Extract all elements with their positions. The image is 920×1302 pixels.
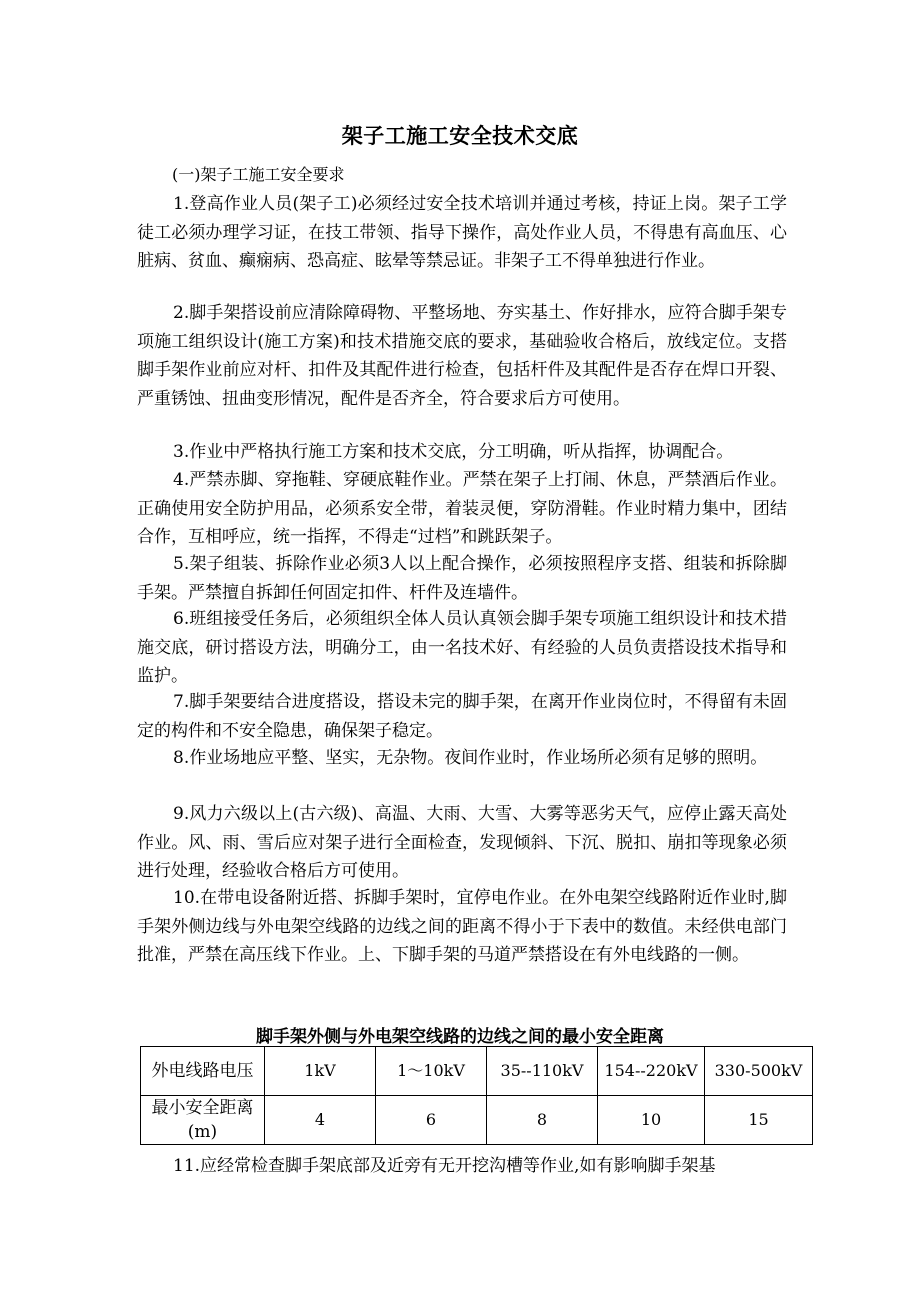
table-cell: 15 (705, 1096, 813, 1145)
table-cell: 10 (598, 1096, 705, 1145)
section-heading: (一)架子工施工安全要求 (172, 165, 345, 184)
table-cell: 154--220kV (598, 1047, 705, 1096)
table-cell: 1kV (265, 1047, 376, 1096)
paragraph-9: 9.风力六级以上(古六级)、高温、大雨、大雪、大雾等恶劣天气，应停止露天高处作业。风、雨、雪后应对架子进行全面检查，发现倾斜、下沉、脱扣、崩扣等现象必须进行处理，经验收合格后方可使用。 (137, 804, 787, 882)
table-cell: 4 (265, 1096, 376, 1145)
paragraph-4: 4.严禁赤脚、穿拖鞋、穿硬底鞋作业。严禁在架子上打闹、休息，严禁酒后作业。正确使用安全防护用品，必须系安全带，着装灵便，穿防滑鞋。作业时精力集中，团结合作，互相呼应，统一指挥，不得走“过档”和跳跃架子。 (137, 470, 787, 548)
table-cell: 330-500kV (705, 1047, 813, 1096)
table-cell: 6 (376, 1096, 487, 1145)
voltage-row-header: 外电线路电压 (141, 1047, 265, 1096)
paragraph-6: 6.班组接受任务后，必须组织全体人员认真领会脚手架专项施工组织设计和技术措施交底，研讨搭设方法，明确分工，由一名技术好、有经验的人员负责搭设技术指导和监护。 (137, 609, 787, 687)
table-row (141, 1047, 813, 1096)
paragraph-7: 7.脚手架要结合进度搭设，搭设未完的脚手架，在离开作业岗位时，不得留有未固定的构件和不安全隐患，确保架子稳定。 (137, 692, 787, 741)
safety-distance-table (140, 1046, 813, 1145)
paragraph-8: 8.作业场地应平整、坚实，无杂物。夜间作业时，作业场所必须有足够的照明。 (173, 748, 768, 768)
table-cell: 1～10kV (376, 1047, 487, 1096)
distance-row-header: 最小安全距离(m) (141, 1096, 265, 1145)
paragraph-5: 5.架子组装、拆除作业必须3人以上配合操作，必须按照程序支搭、组装和拆除脚手架。严禁擅自拆卸任何固定扣件、杆件及连墙件。 (137, 554, 787, 603)
document-title: 架子工施工安全技术交底 (341, 124, 579, 148)
table-cell: 8 (487, 1096, 598, 1145)
table-cell: 35--110kV (487, 1047, 598, 1096)
paragraph-1: 1.登高作业人员(架子工)必须经过安全技术培训并通过考核，持证上岗。架子工学徒工必须办理学习证，在技工带领、指导下操作，高处作业人员，不得患有高血压、心脏病、贫血、癫痫病、恐高症、眩晕等禁忌证。非架子工不得单独进行作业。 (137, 194, 787, 272)
paragraph-3: 3.作业中严格执行施工方案和技术交底，分工明确，听从指挥，协调配合。 (173, 442, 734, 462)
table-row (141, 1096, 813, 1145)
table-title: 脚手架外侧与外电架空线路的边线之间的最小安全距离 (256, 1027, 664, 1047)
paragraph-11: 11.应经常检查脚手架底部及近旁有无开挖沟槽等作业,如有影响脚手架基 (173, 1156, 716, 1176)
paragraph-10: 10.在带电设备附近搭、拆脚手架时，宜停电作业。在外电架空线路附近作业时,脚手架外侧边线与外电架空线路的边线之间的距离不得小于下表中的数值。未经供电部门批准，严禁在高压线下作业。上、下脚手架的马道严禁搭设在有外电线路的一侧。 (137, 888, 787, 966)
paragraph-2: 2.脚手架搭设前应清除障碍物、平整场地、夯实基土、作好排水，应符合脚手架专项施工组织设计(施工方案)和技术措施交底的要求，基础验收合格后，放线定位。支搭脚手架作业前应对杆、扣件及其配件进行检查，包括杆件及其配件是否存在焊口开裂、严重锈蚀、扭曲变形情况，配件是否齐全，符合要求后方可使用。 (137, 303, 787, 409)
